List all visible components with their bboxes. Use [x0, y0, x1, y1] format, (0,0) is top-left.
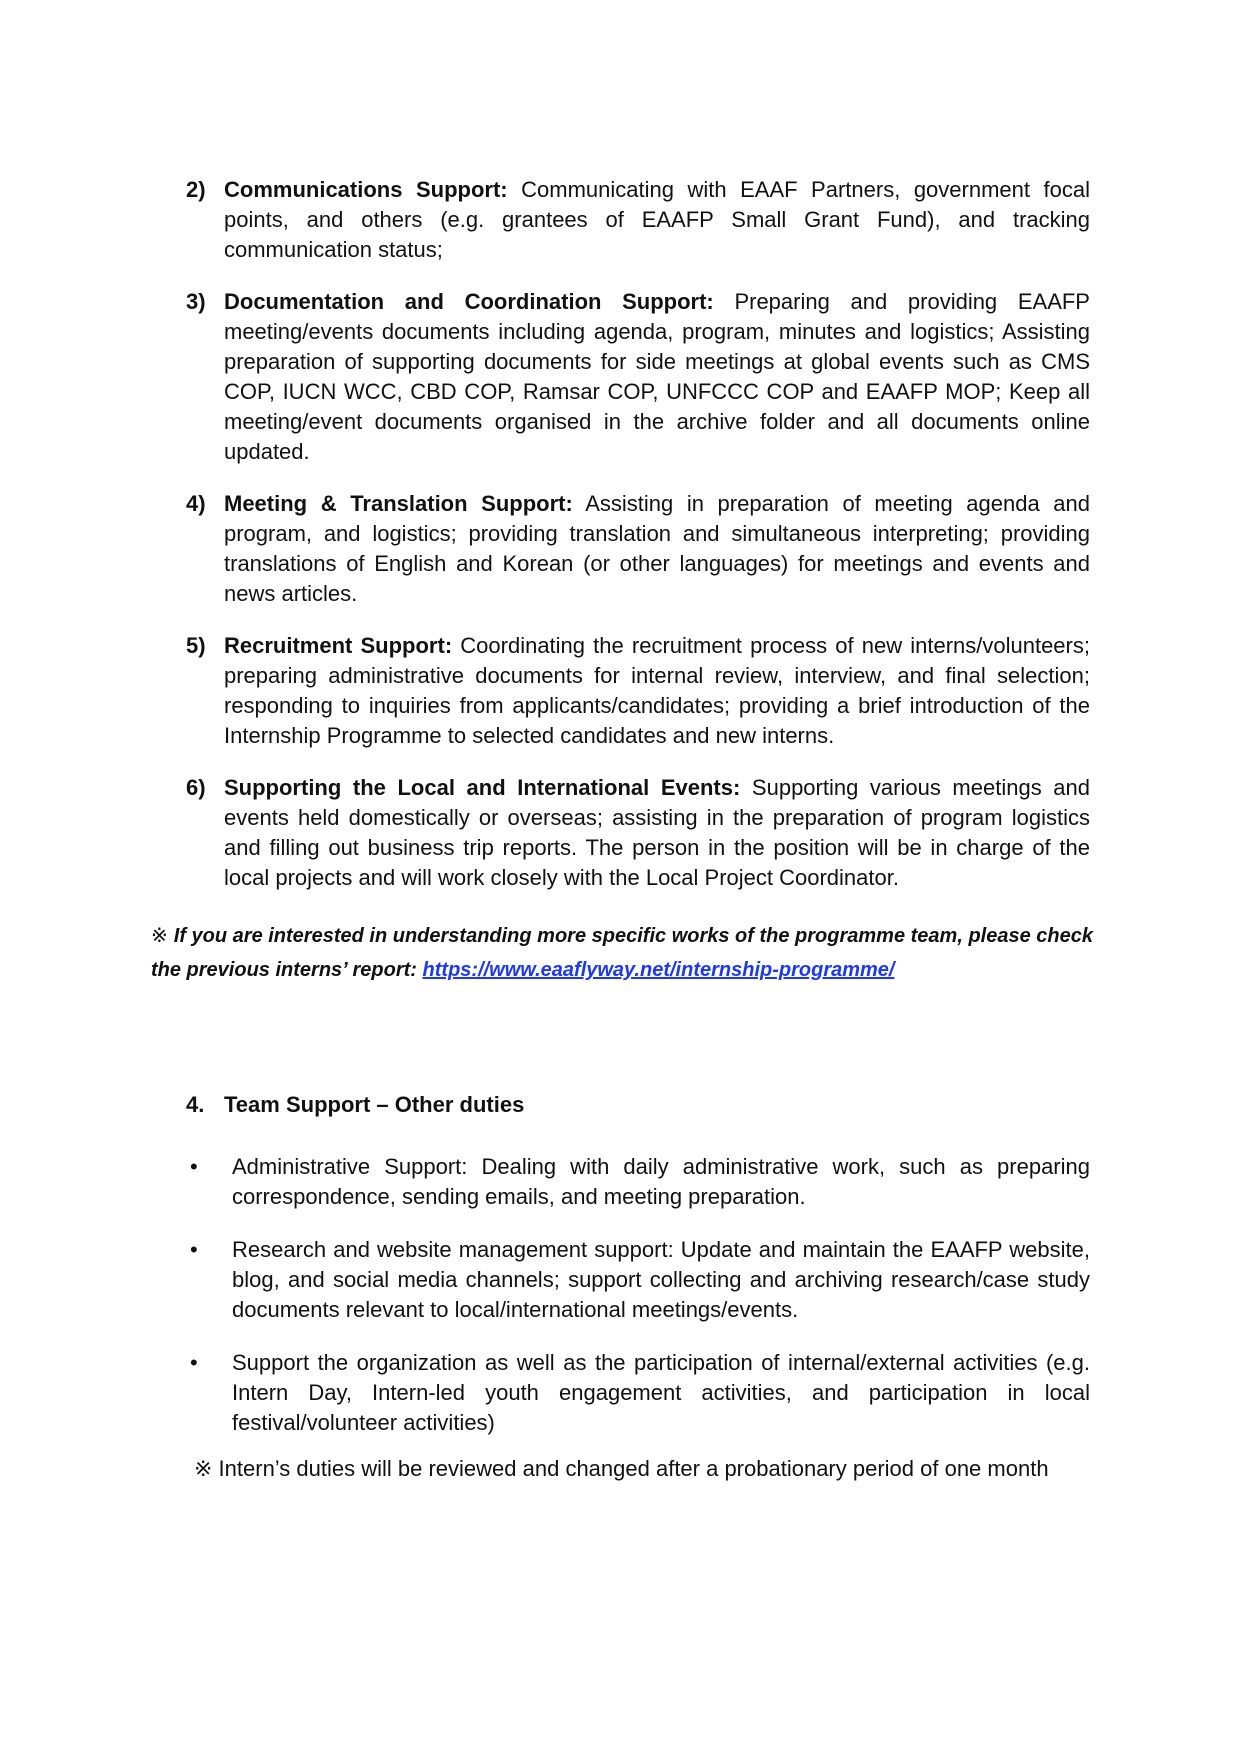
section-heading: [186, 1090, 524, 1120]
item-title: Communications Support:: [224, 177, 508, 202]
bullet-text: Support the organization as well as the participation of internal/external activities (e.g. Intern Day, Intern-led youth engagement activities, and participation in local festival/volunteer activities): [232, 1350, 1090, 1435]
bullet-text: Research and website management support: Update and maintain the EAAFP website, blog, and social media channels; support collecting and archiving research/case study documents relevant to local/international meetings/events.: [232, 1237, 1090, 1322]
item-title: Recruitment Support:: [224, 633, 453, 658]
item-title: Documentation and Coordination Support:: [224, 289, 714, 314]
item-text: Communicating with EAAF Partners, government focal points, and others (e.g. grantees of EAAFP Small Grant Fund), and tracking communication status;: [224, 177, 1090, 262]
item-number: 2): [186, 177, 206, 202]
list-item: [186, 773, 1090, 893]
item-number: 6): [186, 775, 206, 800]
probation-note: ※ Intern’s duties will be reviewed and changed after a probationary period of one month: [194, 1456, 1049, 1481]
item-text: Preparing and providing EAAFP meeting/events documents including agenda, program, minutes and logistics; Assisting preparation of supporting documents for side meetings at global events such as CMS COP, IUCN WCC, CBD COP, Ramsar COP, UNFCCC COP and EAAFP MOP; Keep all meeting/event documents organised in the archive folder and all documents online updated.: [224, 289, 1090, 464]
list-item: [190, 1348, 1090, 1438]
internship-programme-link[interactable]: https://www.eaaflyway.net/internship-programme/: [422, 959, 895, 981]
list-item: [186, 631, 1090, 751]
list-item: [190, 1235, 1090, 1325]
other-duties-list: [190, 1152, 1090, 1461]
numbered-duties-list: [186, 175, 1090, 915]
note-text: If you are interested in understanding more specific works of the programme team, please check the previous interns’ report:: [151, 925, 1093, 981]
item-title: Supporting the Local and International Events:: [224, 775, 741, 800]
item-text: Assisting in preparation of meeting agenda and program, and logistics; providing translation and simultaneous interpreting; providing translations of English and Korean (or other languages) for meetings and events and news articles.: [224, 491, 1090, 606]
item-number: 4): [186, 491, 206, 516]
list-item: [186, 287, 1090, 467]
bullet-icon: •: [190, 1350, 198, 1375]
item-text: Supporting various meetings and events held domestically or overseas; assisting in the preparation of program logistics and filling out business trip reports. The person in the position will be in charge of the local projects and will work closely with the Local Project Coordinator.: [224, 775, 1090, 890]
list-item: [186, 175, 1090, 265]
section-title: Team Support – Other duties: [224, 1092, 525, 1117]
bullet-icon: •: [190, 1154, 198, 1179]
bullet-text: Administrative Support: Dealing with daily administrative work, such as preparing correspondence, sending emails, and meeting preparation.: [232, 1154, 1090, 1209]
interns-report-note: [151, 919, 1093, 987]
item-number: 3): [186, 289, 206, 314]
list-item: [186, 489, 1090, 609]
section-number: 4.: [186, 1092, 205, 1117]
list-item: [190, 1152, 1090, 1212]
item-text: Coordinating the recruitment process of new interns/volunteers; preparing administrative documents for internal review, interview, and final selection; responding to inquiries from applicants/candidates; providing a brief introduction of the Internship Programme to selected candidates and new interns.: [224, 633, 1090, 748]
reference-mark: ※: [151, 925, 168, 947]
bullet-icon: •: [190, 1237, 198, 1262]
item-title: Meeting & Translation Support:: [224, 491, 573, 516]
item-number: 5): [186, 633, 206, 658]
